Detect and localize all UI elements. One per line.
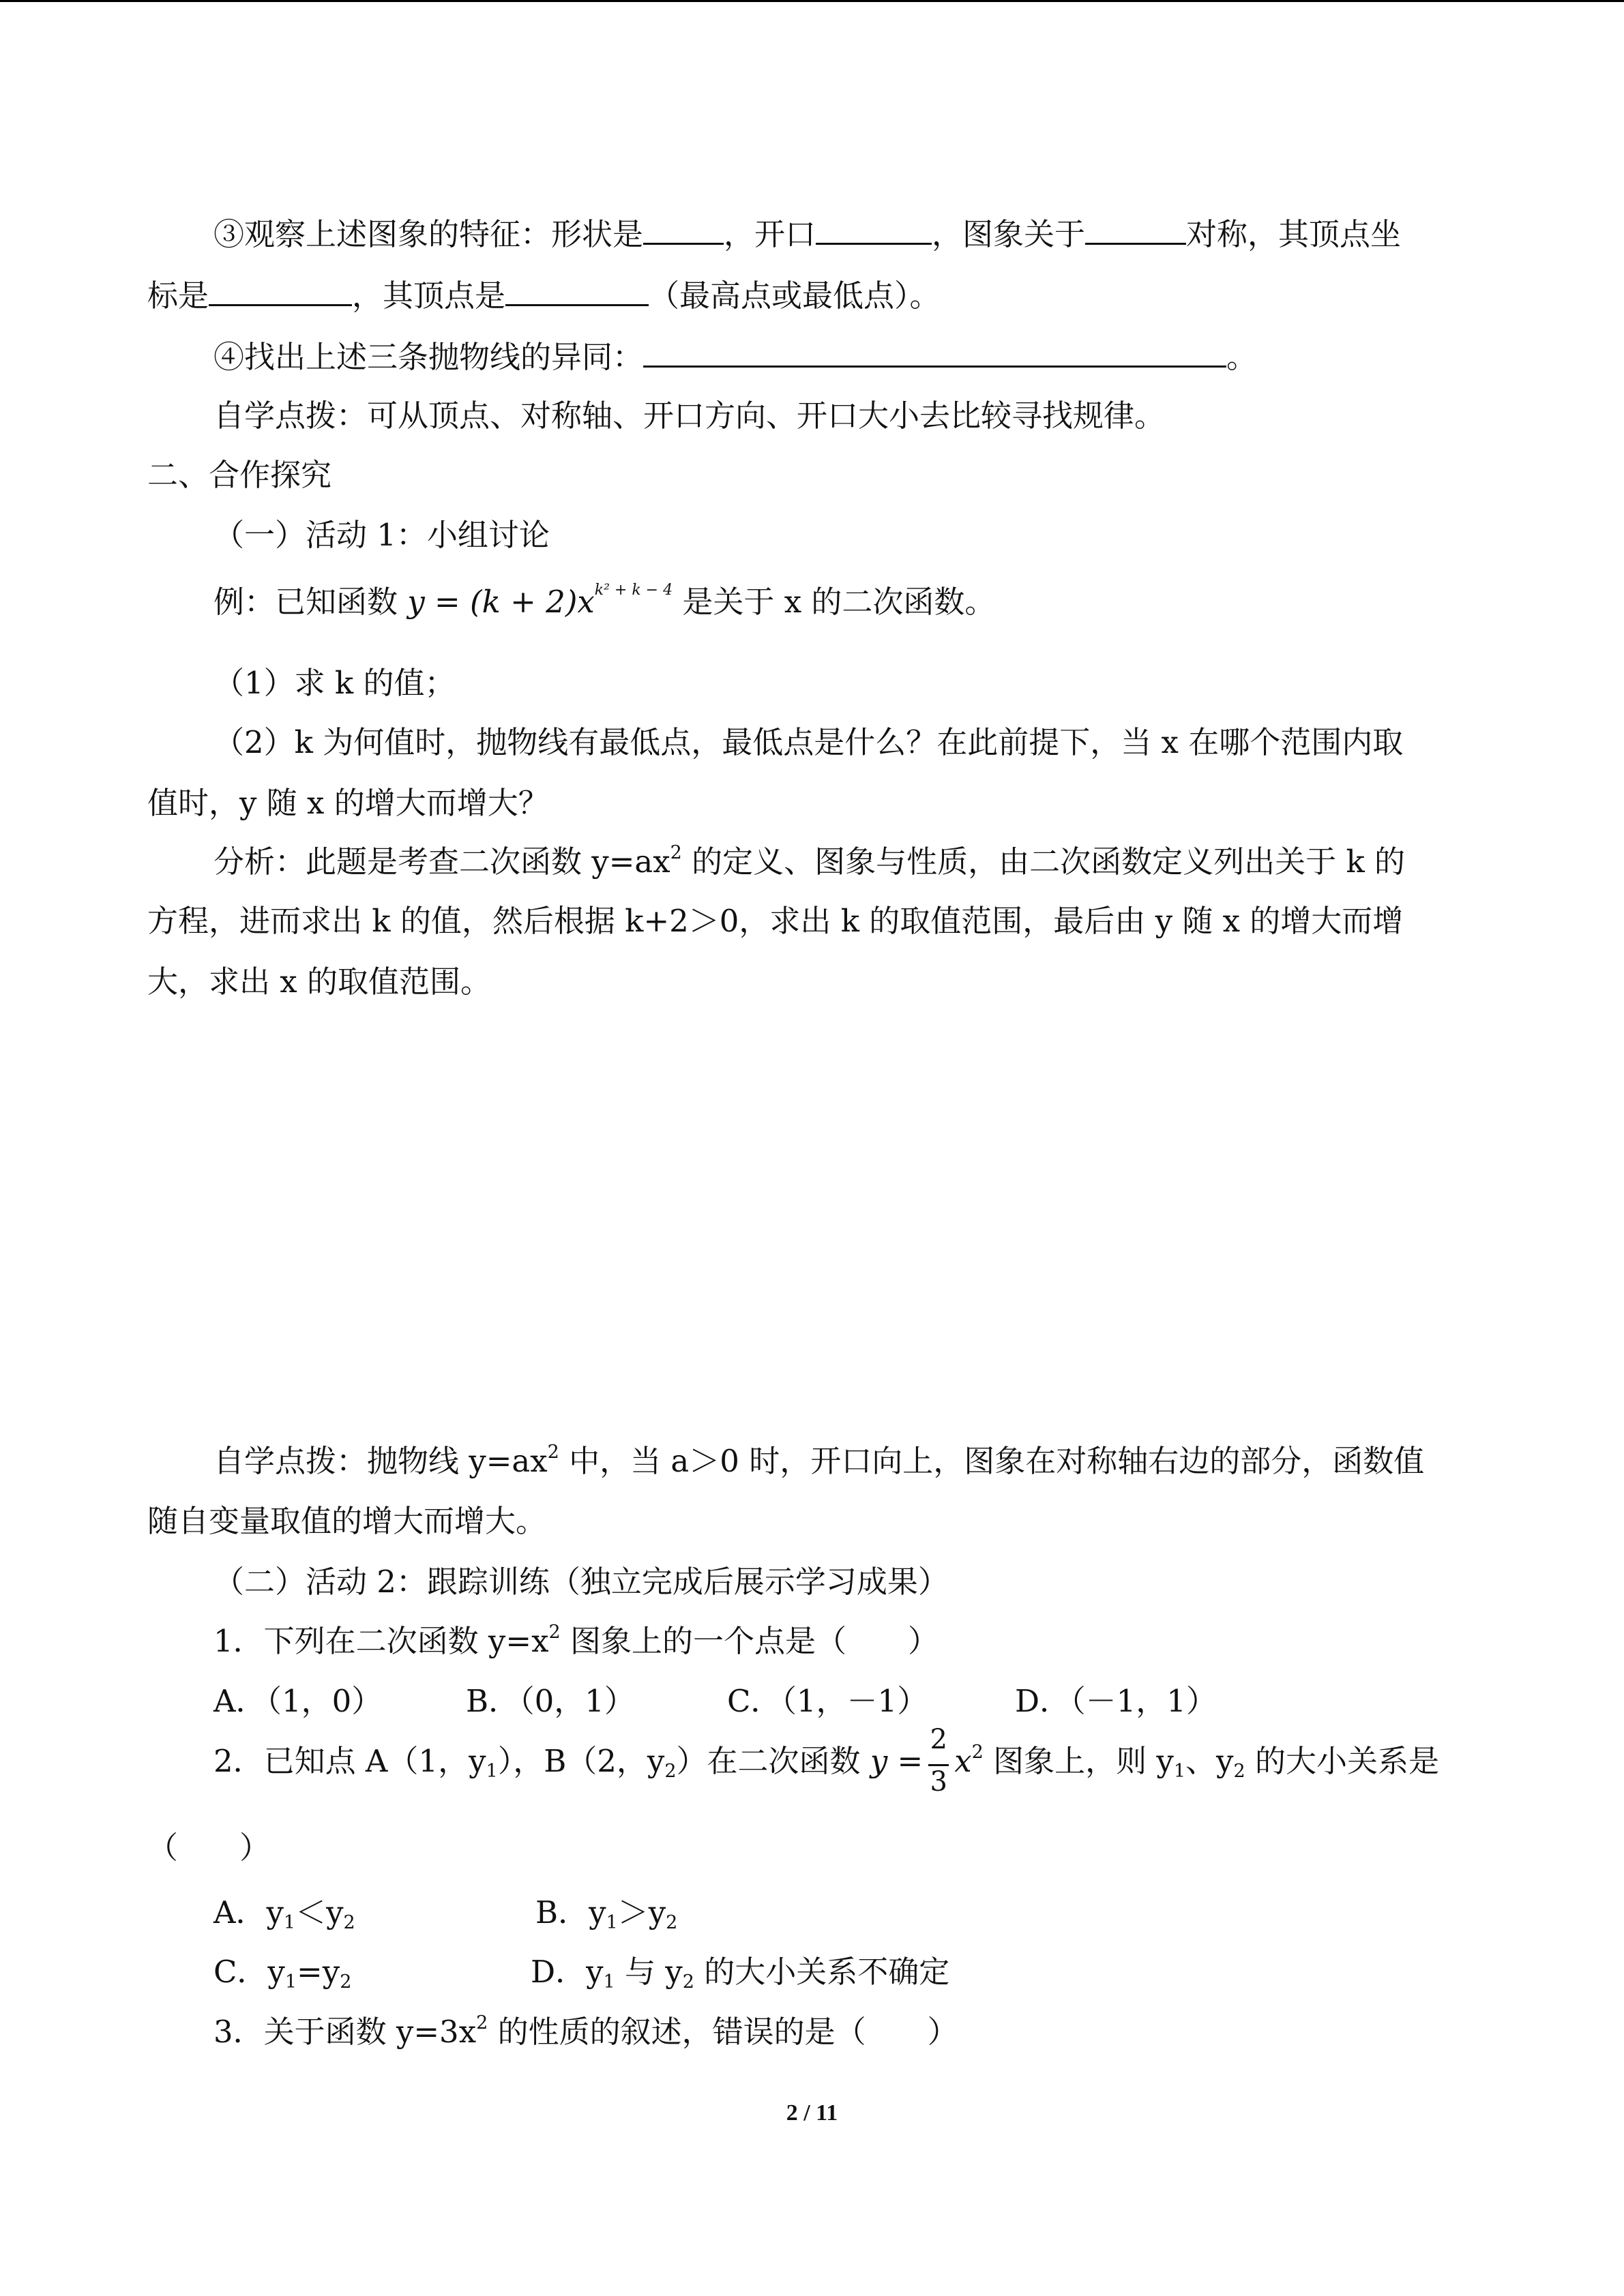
text: （最高点或最低点）。	[649, 278, 941, 314]
compare-parabolas-line	[213, 336, 1257, 376]
text: ④找出上述三条抛物线的异同：	[213, 339, 644, 375]
text: B．y	[535, 1894, 606, 1930]
blank-vertex-type[interactable]	[505, 274, 649, 306]
text: ，开口	[724, 216, 816, 252]
top-border	[0, 0, 1624, 2]
problem-2-option-a[interactable]	[213, 1892, 355, 1933]
text: D．y	[531, 1954, 604, 1990]
subscript: 1	[284, 1971, 297, 1993]
fraction-numerator: 2	[930, 1723, 947, 1755]
subscript: 1	[603, 1971, 615, 1993]
problem-2-option-d[interactable]	[531, 1952, 949, 1993]
text: 的大小关系是	[1245, 1743, 1439, 1779]
blank-symmetry[interactable]	[1085, 213, 1186, 245]
text: ，其顶点是	[352, 278, 506, 314]
self-study-tip-1: 自学点拨：可从顶点、对称轴、开口方向、开口大小去比较寻找规律。	[213, 398, 1166, 434]
text: 与 y	[615, 1954, 683, 1990]
text: ），B（2，y	[497, 1743, 665, 1779]
formula-exponent: k² + k − 4	[594, 582, 673, 599]
subscript: 2	[682, 1971, 694, 1993]
page-number: 2 / 11	[786, 2100, 838, 2126]
text: 3．关于函数 y=3x	[213, 2014, 477, 2050]
text: ＜y	[295, 1894, 344, 1930]
fraction-two-thirds	[927, 1723, 950, 1798]
parabola-tip-line-1	[213, 1441, 1424, 1482]
formula: y = (k + 2)x	[407, 584, 595, 620]
text: ＞y	[617, 1894, 666, 1930]
text: =y	[297, 1954, 340, 1990]
blank-vertex-coordinates[interactable]	[209, 274, 352, 306]
activity-1-heading: （一）活动 1：小组讨论	[213, 517, 550, 553]
problem-2	[213, 1723, 1439, 1798]
text: 2．已知点 A（1，y	[213, 1743, 486, 1779]
fraction-denominator: 3	[930, 1765, 947, 1798]
subscript: 2	[1233, 1761, 1245, 1782]
text: 的定义、图象与性质，由二次函数定义列出关于 k 的	[681, 844, 1406, 880]
subscript: 2	[666, 1912, 678, 1933]
formula-y: y =	[870, 1743, 924, 1779]
analysis-line-1	[213, 841, 1405, 882]
subscript: 1	[283, 1912, 296, 1933]
text: ，图象关于	[932, 216, 1086, 252]
blank-similarities-differences[interactable]	[643, 336, 1226, 368]
text: 的性质的叙述，错误的是（ ）	[488, 2014, 958, 2050]
subscript: 1	[606, 1912, 618, 1933]
text: 例：已知函数	[213, 584, 408, 620]
superscript: 2	[670, 842, 682, 863]
observe-features-line	[213, 213, 1401, 254]
problem-1	[213, 1621, 939, 1662]
text: 、y	[1185, 1743, 1234, 1779]
subscript: 1	[486, 1761, 498, 1782]
blank-opening[interactable]	[816, 213, 932, 245]
parabola-tip-line-2: 随自变量取值的增大而增大。	[147, 1503, 547, 1539]
text: 标是	[147, 278, 209, 314]
question-2-line-1: （2）k 为何值时，抛物线有最低点，最低点是什么？在此前提下，当 x 在哪个范围内取	[213, 724, 1404, 760]
problem-1-option-c[interactable]: C．（1，－1）	[727, 1683, 928, 1719]
text: ）在二次函数	[676, 1743, 870, 1779]
text: 分析：此题是考查二次函数 y=ax	[213, 844, 670, 880]
text: ③观察上述图象的特征：形状是	[213, 216, 644, 252]
subscript: 2	[340, 1971, 352, 1993]
superscript: 2	[971, 1742, 984, 1763]
example-line	[213, 582, 995, 623]
text: 1．下列在二次函数 y=x	[213, 1623, 549, 1659]
text: 对称，其顶点坐	[1186, 216, 1402, 252]
text: 的大小关系不确定	[694, 1954, 950, 1990]
superscript: 2	[476, 2012, 488, 2033]
problem-2-option-c[interactable]	[213, 1952, 351, 1993]
problem-2-answer-paren: （ ）	[147, 1830, 271, 1866]
text: A．y	[213, 1894, 284, 1930]
text: 图象上的一个点是（ ）	[560, 1623, 939, 1659]
activity-2-heading: （二）活动 2：跟踪训练（独立完成后展示学习成果）	[213, 1564, 949, 1600]
problem-3	[213, 2012, 958, 2053]
superscript: 2	[548, 1622, 561, 1643]
analysis-line-3: 大，求出 x 的取值范围。	[147, 964, 491, 1000]
question-2-line-2: 值时，y 随 x 的增大而增大？	[147, 785, 549, 821]
problem-1-option-d[interactable]: D．（－1，1）	[1015, 1683, 1217, 1719]
text: C．y	[213, 1954, 285, 1990]
subscript: 1	[1173, 1761, 1186, 1782]
text: 图象上，则 y	[983, 1743, 1174, 1779]
problem-2-option-b[interactable]	[535, 1892, 677, 1933]
subscript: 2	[664, 1761, 677, 1782]
blank-shape[interactable]	[643, 213, 724, 245]
analysis-line-2: 方程，进而求出 k 的值，然后根据 k+2＞0，求出 k 的取值范围，最后由 y 随 x 的增大而增	[147, 903, 1404, 939]
superscript: 2	[547, 1442, 559, 1463]
text: 中，当 a＞0 时，开口向上，图象在对称轴右边的部分，函数值	[559, 1443, 1425, 1479]
problem-1-option-b[interactable]: B．（0，1）	[466, 1683, 635, 1719]
question-1: （1）求 k 的值；	[213, 665, 456, 701]
subscript: 2	[343, 1912, 355, 1933]
vertex-line	[147, 274, 941, 315]
text: 自学点拨：抛物线 y=ax	[213, 1443, 548, 1479]
text: 是关于 x 的二次函数。	[673, 584, 996, 620]
formula-x: x	[954, 1743, 972, 1779]
section-heading-cooperative: 二、合作探究	[147, 457, 332, 493]
problem-1-option-a[interactable]: A．（1，0）	[213, 1683, 383, 1719]
text: 。	[1226, 339, 1258, 375]
